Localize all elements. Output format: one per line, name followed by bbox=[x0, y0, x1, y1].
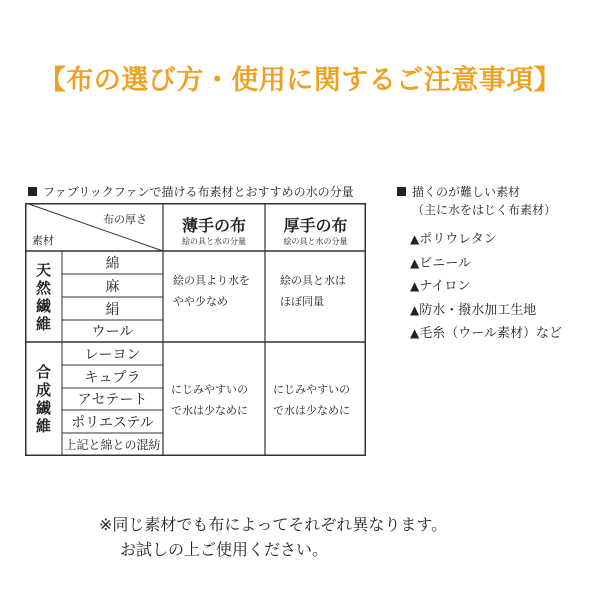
note-synthetic-thick bbox=[273, 379, 350, 421]
list-item bbox=[410, 252, 562, 276]
material-rayon: レーヨン bbox=[84, 346, 141, 363]
group-label-char: 合 bbox=[35, 363, 51, 381]
difficult-subheading: （主に水をはじく布素材） bbox=[412, 203, 557, 217]
column-subheader-thick: 絵の具と水の分量 bbox=[283, 237, 348, 246]
table-heading-text: ファブリックファンで描ける布素材とおすすめの水の分量 bbox=[43, 185, 354, 199]
note-line: ほぼ同量 bbox=[280, 295, 324, 308]
table-heading bbox=[28, 183, 354, 200]
note-line: やや少なめ bbox=[173, 295, 228, 308]
group-label-char: 繊 bbox=[35, 297, 51, 315]
note-line: で水は少なめに bbox=[273, 404, 350, 417]
group-label-char: 然 bbox=[35, 279, 51, 297]
note-line: にじみやすいの bbox=[273, 383, 350, 396]
list-item bbox=[410, 275, 562, 299]
difficult-materials-heading bbox=[397, 183, 556, 219]
group-label-char: 維 bbox=[35, 417, 51, 435]
group-label-char: 維 bbox=[35, 315, 51, 333]
list-item bbox=[410, 228, 562, 252]
fabric-table bbox=[25, 203, 366, 456]
group-label-synthetic-fiber bbox=[25, 363, 62, 435]
material-silk: 絹 bbox=[105, 301, 120, 318]
material-wool: ウール bbox=[91, 324, 134, 340]
note-synthetic-thin bbox=[171, 379, 248, 421]
material-cupra: キュプラ bbox=[84, 369, 141, 386]
group-label-natural-fiber bbox=[25, 261, 62, 333]
group-label-char: 繊 bbox=[35, 399, 51, 417]
corner-label-material: 素材 bbox=[32, 234, 54, 247]
column-subheader-thin: 絵の具と水の分量 bbox=[182, 237, 246, 246]
material-blend: 上記と綿との混紡 bbox=[64, 437, 161, 452]
list-item-text: ポリウレタン bbox=[419, 232, 497, 247]
note-line: にじみやすいの bbox=[171, 383, 248, 396]
note-line: 絵の具と水は bbox=[280, 274, 346, 287]
triangle-bullet-icon: ▲ bbox=[410, 302, 420, 317]
difficult-heading-text: 描くのが難しい素材 bbox=[412, 185, 521, 199]
footnote-line-2: お試しの上ご使用ください。 bbox=[120, 540, 329, 559]
material-cotton: 綿 bbox=[105, 255, 120, 272]
column-header-thick: 厚手の布 bbox=[283, 216, 348, 235]
difficult-materials-list bbox=[410, 228, 562, 346]
list-item-text: 毛糸（ウール素材）など bbox=[419, 326, 562, 341]
material-linen: 麻 bbox=[105, 278, 120, 295]
material-acetate: アセテート bbox=[77, 392, 148, 408]
column-header-thin: 薄手の布 bbox=[181, 216, 246, 235]
triangle-bullet-icon: ▲ bbox=[410, 232, 420, 246]
footnote bbox=[99, 512, 447, 562]
list-item bbox=[410, 322, 562, 346]
triangle-bullet-icon: ▲ bbox=[410, 279, 420, 293]
list-item bbox=[410, 299, 562, 323]
material-polyester: ポリエステル bbox=[71, 414, 154, 431]
triangle-bullet-icon: ▲ bbox=[410, 326, 420, 340]
triangle-bullet-icon: ▲ bbox=[410, 255, 420, 270]
note-natural-thin bbox=[173, 270, 250, 312]
list-item-text: ビニール bbox=[419, 255, 471, 271]
square-bullet-icon bbox=[397, 187, 406, 196]
group-label-char: 天 bbox=[35, 261, 51, 279]
note-natural-thick bbox=[280, 270, 346, 312]
list-item-text: ナイロン bbox=[419, 279, 471, 294]
square-bullet-icon bbox=[28, 187, 37, 196]
note-line: で水は少なめに bbox=[171, 404, 248, 417]
note-line: 絵の具より水を bbox=[173, 274, 250, 287]
footnote-line-1: ※同じ素材でも布によってそれぞれ異なります。 bbox=[99, 515, 448, 534]
group-label-char: 成 bbox=[35, 381, 51, 399]
page-title: 【布の選び方・使用に関するご注意事項】 bbox=[38, 65, 562, 96]
corner-label-thickness: 布の厚さ bbox=[103, 213, 147, 226]
list-item-text: 防水・撥水加工生地 bbox=[419, 302, 537, 318]
